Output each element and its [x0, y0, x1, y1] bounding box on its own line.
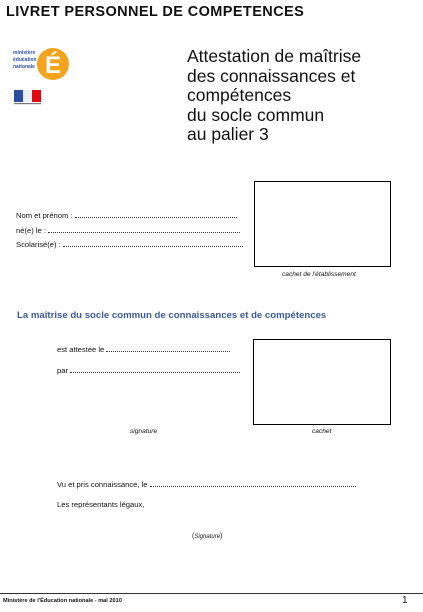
school-field[interactable]	[16, 240, 243, 249]
logo-letter: É	[44, 52, 62, 79]
signature-open-paren: (	[192, 533, 195, 540]
name-field[interactable]	[16, 211, 237, 220]
attestation-date-field[interactable]	[57, 345, 230, 354]
acknowledgement-label: Vu et pris connaissance, le	[57, 480, 148, 489]
logo-text-line-2: éducation	[13, 57, 37, 63]
footer-text: Ministère de l'Éducation nationale - mai 2010	[3, 598, 122, 604]
ministry-logo-graphic	[11, 40, 71, 106]
parent-signature-caption[interactable]	[192, 533, 222, 540]
logo-text-line-3: nationale	[13, 64, 35, 70]
footer-divider	[0, 593, 423, 594]
name-label: Nom et prénom :	[16, 211, 73, 220]
signature-close-paren: )	[220, 533, 223, 540]
attestation-date-dotted-line[interactable]	[106, 345, 230, 352]
attested-by-field[interactable]	[57, 366, 240, 375]
signature-caption: signature	[130, 428, 158, 435]
birth-dotted-line[interactable]	[48, 226, 240, 233]
acknowledgement-date-field[interactable]	[57, 480, 356, 489]
school-dotted-line[interactable]	[63, 240, 243, 247]
section-title: La maîtrise du socle commun de connaissances et de compétences	[17, 310, 327, 321]
title-line: des connaissances et	[187, 65, 356, 86]
french-flag-icon	[14, 90, 41, 102]
page-number: 1	[402, 595, 408, 606]
ministry-logo	[11, 40, 71, 106]
attested-by-label: par	[57, 366, 68, 375]
acknowledgement-dotted-line[interactable]	[150, 480, 356, 487]
legal-representatives-label: Les représentants légaux,	[57, 500, 145, 509]
school-label: Scolarisé(e) :	[16, 240, 61, 249]
birth-date-field[interactable]	[16, 226, 240, 235]
name-dotted-line[interactable]	[75, 211, 237, 218]
birth-label: né(e) le :	[16, 226, 46, 235]
logo-text-line-1: ministère	[13, 50, 36, 56]
title-line: compétences	[187, 85, 292, 105]
document-header-title: LIVRET PERSONNEL DE COMPETENCES	[6, 4, 305, 20]
title-line: Attestation de maîtrise	[187, 46, 362, 66]
attestation-title	[187, 47, 417, 145]
title-line: au palier 3	[187, 124, 269, 144]
attestation-date-label: est attestée le	[57, 345, 105, 354]
stamp-caption: cachet	[312, 428, 332, 435]
official-stamp-box[interactable]	[253, 339, 391, 425]
signature-word: Signature	[194, 534, 221, 540]
title-line: du socle commun	[187, 104, 325, 125]
school-stamp-caption: cachet de l'établissement	[282, 271, 356, 278]
school-stamp-box[interactable]	[254, 181, 391, 267]
attested-by-dotted-line[interactable]	[70, 366, 240, 373]
